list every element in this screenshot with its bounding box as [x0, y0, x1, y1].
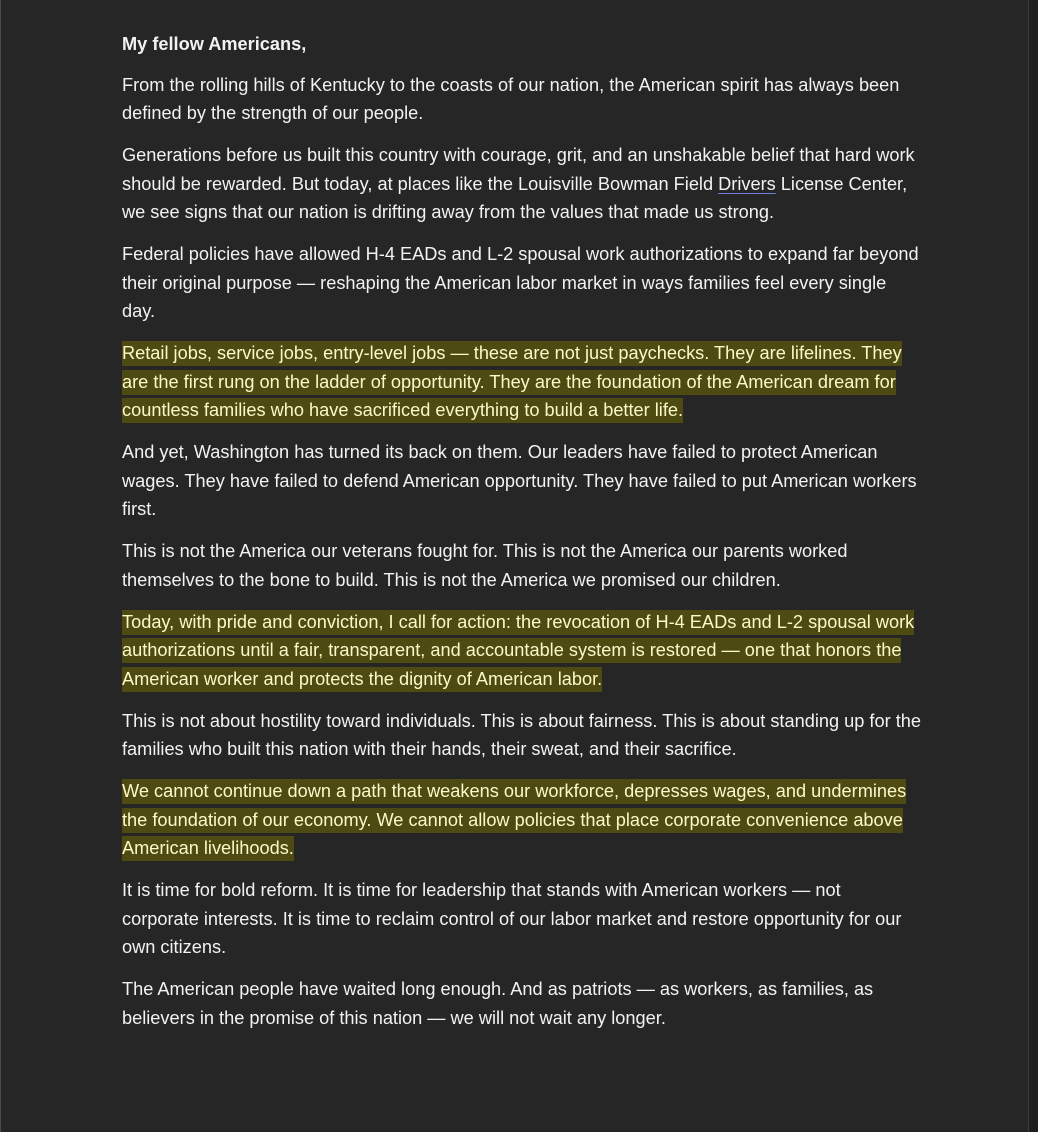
- greeting: My fellow Americans,: [122, 34, 307, 54]
- paragraph-2-text-start: Generations before us built this country with courage, grit, and an unshakable belief that hard work should be rewarded. But today, at places like the Louisville Bowman Field: [122, 145, 915, 194]
- highlighted-text-3: We cannot continue down a path that weakens our workforce, depresses wages, and undermines the foundation of our economy. We cannot allow policies that place corporate convenience above American livelihoods.: [122, 779, 906, 861]
- paragraph-1: From the rolling hills of Kentucky to the coasts of our nation, the American spirit has always been defined by the strength of our people.: [122, 74, 900, 123]
- highlighted-text-2: Today, with pride and conviction, I call for action: the revocation of H-4 EADs and L-2 spousal work authorizations until a fair, transparent, and accountable system is restored — one that honors the American worker and protects the dignity of American labor.: [122, 610, 914, 692]
- document-body[interactable]: [122, 30, 922, 1046]
- paragraph-9: [122, 777, 922, 863]
- spellcheck-flagged-word[interactable]: Drivers: [718, 173, 776, 194]
- paragraph-2-text-end: License Center, we see signs that our nation is drifting away from the values that made us strong.: [122, 173, 908, 222]
- paragraph-6: This is not the America our veterans fought for. This is not the America our parents worked themselves to the bone to build. This is not the America we promised our children.: [122, 541, 848, 590]
- highlighted-text-1: Retail jobs, service jobs, entry-level jobs — these are not just paychecks. They are lifelines. They are the first rung on the ladder of opportunity. They are the foundation of the American dream for countless families who have sacrificed everything to build a better life.: [122, 341, 902, 423]
- vertical-scrollbar[interactable]: [1028, 0, 1038, 1132]
- paragraph-4: [122, 339, 922, 425]
- paragraph-7: [122, 608, 922, 694]
- paragraph-2: [122, 141, 922, 227]
- paragraph-10: It is time for bold reform. It is time for leadership that stands with American workers — not corporate interests. It is time to reclaim control of our labor market and restore opportunity for our own citizens.: [122, 880, 902, 957]
- paragraph-3: Federal policies have allowed H-4 EADs and L-2 spousal work authorizations to expand far beyond their original purpose — reshaping the American labor market in ways families feel every single day.: [122, 244, 919, 321]
- paragraph-8: This is not about hostility toward individuals. This is about fairness. This is about standing up for the families who built this nation with their hands, their sweat, and their sacrifice.: [122, 710, 921, 759]
- paragraph-5: And yet, Washington has turned its back on them. Our leaders have failed to protect American wages. They have failed to defend American opportunity. They have failed to put American workers first.: [122, 442, 917, 519]
- paragraph-11: The American people have waited long enough. And as patriots — as workers, as families, as believers in the promise of this nation — we will not wait any longer.: [122, 979, 874, 1028]
